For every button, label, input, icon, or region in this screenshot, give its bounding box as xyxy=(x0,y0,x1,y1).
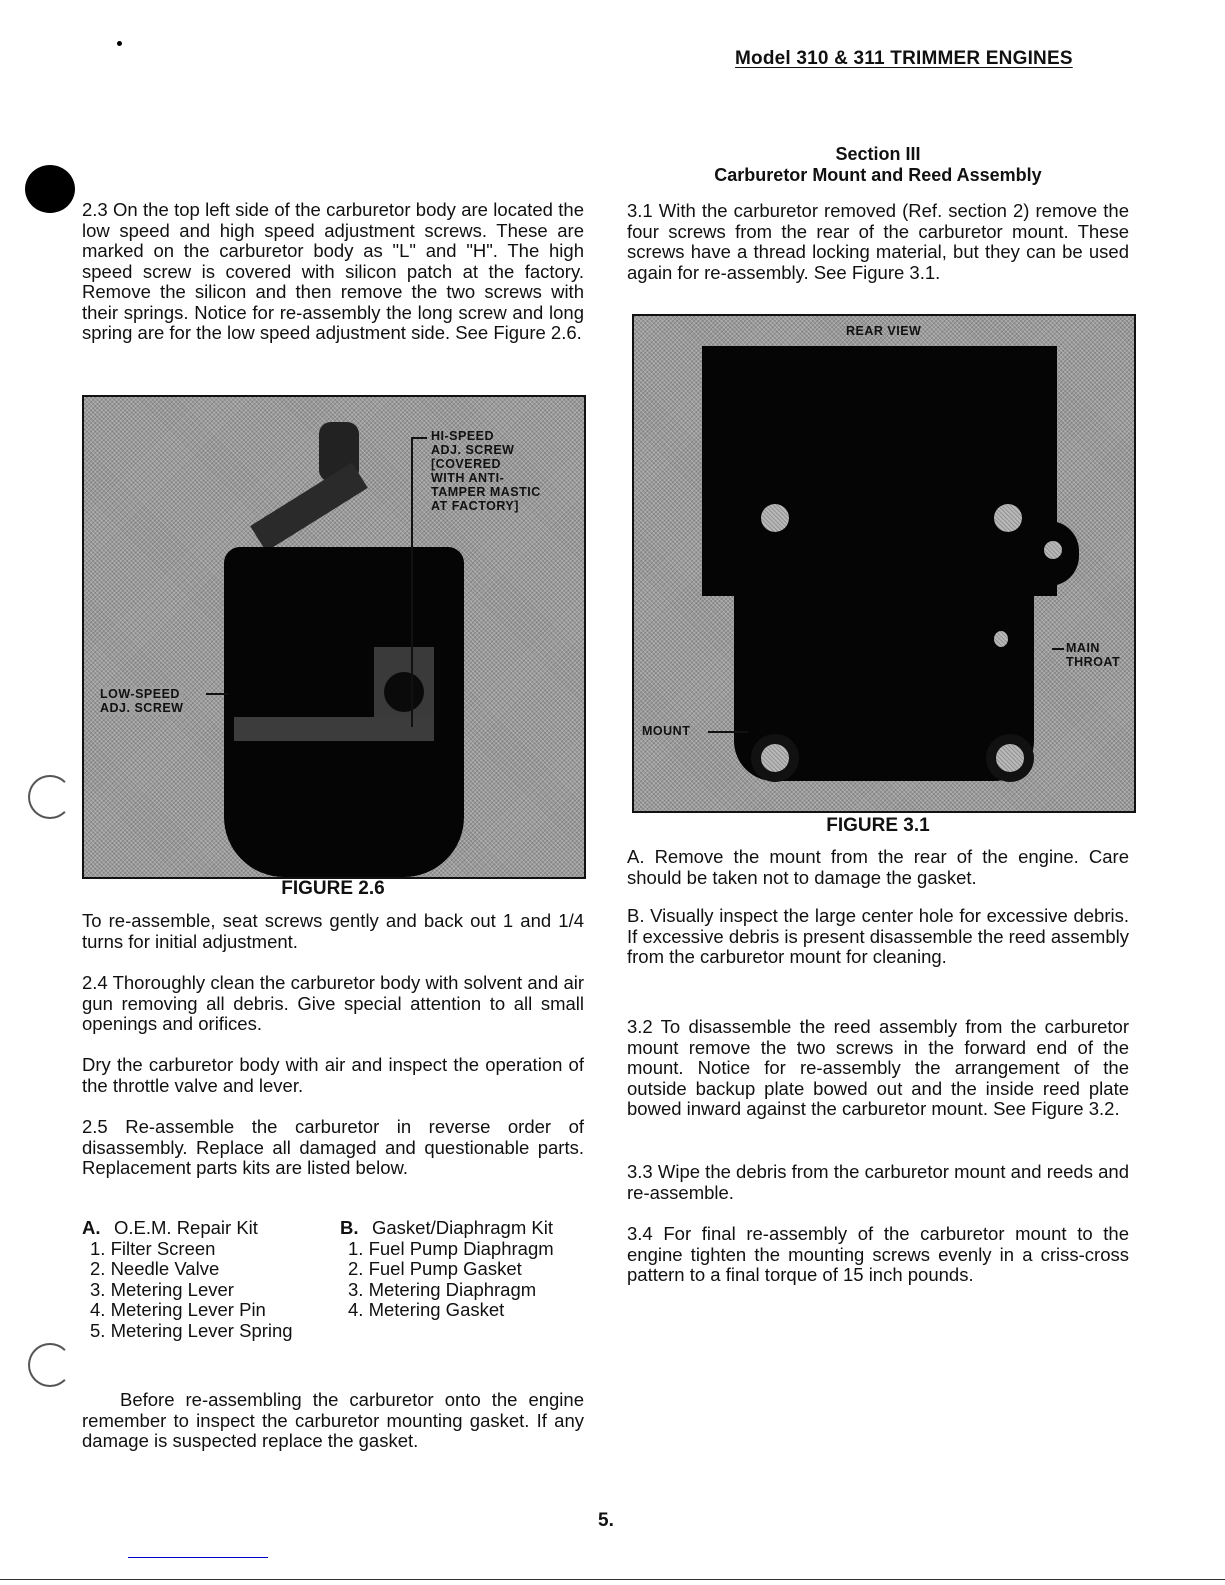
figure-3-1-caption: FIGURE 3.1 xyxy=(826,815,930,836)
section-title: Carburetor Mount and Reed Assembly xyxy=(714,165,1042,185)
kit-b-letter: B. xyxy=(340,1217,359,1238)
figure-3-1-photo xyxy=(632,314,1136,813)
scan-speck xyxy=(117,41,122,46)
kit-b-title: Gasket/Diaphragm Kit xyxy=(372,1217,553,1238)
paragraph-3-2: 3.2 To disassemble the reed assembly from the carburetor mount remove the two screws in the forward end of the mount. Notice for re-assembly the arrangement of the outside backup plate bowed out and the inside reed plate bowed inward against the carburetor mount. See Figure 3.2. xyxy=(627,1016,1129,1119)
paragraph-before-reassembling: Before re-assembling the carburetor onto the engine remember to inspect the carburetor mounting gasket. If any damage is suspected replace the gasket. xyxy=(82,1389,584,1451)
mount-label: MOUNT xyxy=(642,724,691,738)
paragraph-2-3: 2.3 On the top left side of the carburetor body are located the low speed and high speed adjustment screws. These are marked on the carburetor body as "L" and "H". The high speed screw is covered with silicon patch at the factory. Remove the silicon and then remove the two screws with their springs. Notice for re-assembly the long screw and long spring are for the low speed adjustment side. See Figure 2.6. xyxy=(82,199,584,343)
binder-hole-outline-icon xyxy=(28,775,72,819)
kit-a-title: O.E.M. Repair Kit xyxy=(114,1217,258,1238)
paragraph-dry: Dry the carburetor body with air and inspect the operation of the throttle valve and lever. xyxy=(82,1054,584,1096)
binder-hole-outline-icon xyxy=(28,1343,72,1387)
hi-speed-label-line: WITH ANTI- xyxy=(431,471,505,485)
paragraph-3-3: 3.3 Wipe the debris from the carburetor mount and reeds and re-assemble. xyxy=(627,1161,1129,1203)
main-throat-label xyxy=(1066,641,1120,669)
scan-bottom-edge xyxy=(0,1579,1225,1580)
paragraph-2-4: 2.4 Thoroughly clean the carburetor body with solvent and air gun removing all debris. Give special attention to all small openings and orifices. xyxy=(82,972,584,1034)
figure-2-6-photo xyxy=(82,395,586,879)
hi-speed-label-line: HI-SPEED xyxy=(431,429,495,443)
paragraph-3-1-a: A. Remove the mount from the rear of the engine. Care should be taken not to damage the gasket. xyxy=(627,846,1129,888)
mount-screw-hole xyxy=(996,744,1024,772)
throttle-lever-shape xyxy=(250,462,368,551)
hi-speed-leader-line xyxy=(411,437,413,727)
kit-item: 2. Fuel Pump Gasket xyxy=(348,1258,522,1279)
hi-speed-label-line: [COVERED xyxy=(431,457,501,471)
carburetor-ridge-shape xyxy=(234,717,434,741)
paragraph-3-4: 3.4 For final re-assembly of the carburetor mount to the engine tighten the mounting screws evenly in a criss-cross pattern to a final torque of 15 inch pounds. xyxy=(627,1223,1129,1285)
kit-a-letter: A. xyxy=(82,1217,101,1238)
kit-item: 1. Filter Screen xyxy=(90,1237,216,1259)
carburetor-screw-shape xyxy=(384,672,424,712)
main-throat-label-line: THROAT xyxy=(1066,655,1121,669)
mount-screw-hole xyxy=(994,631,1008,647)
mount-plate-upper-shape xyxy=(702,346,1057,596)
low-speed-label-line: LOW-SPEED xyxy=(100,687,180,701)
kit-item: 1. Fuel Pump Diaphragm xyxy=(348,1237,554,1259)
kit-item: 4. Metering Gasket xyxy=(348,1299,505,1320)
section-number: Section III xyxy=(835,144,921,164)
low-speed-label xyxy=(100,687,183,715)
low-speed-leader-line xyxy=(206,693,228,695)
kit-list-a xyxy=(82,1218,322,1341)
scan-underline-artifact xyxy=(128,1557,268,1558)
mount-screw-hole xyxy=(761,744,789,772)
kit-item: 3. Metering Lever xyxy=(90,1278,234,1300)
hi-speed-label-line: AT FACTORY] xyxy=(431,499,519,513)
main-throat-label-line: MAIN xyxy=(1066,641,1100,655)
kit-item: 2. Needle Valve xyxy=(90,1258,220,1279)
figure-2-6-caption: FIGURE 2.6 xyxy=(281,878,385,899)
kit-list-b xyxy=(340,1218,590,1321)
hi-speed-label xyxy=(431,429,541,513)
kit-a-heading xyxy=(82,1218,322,1239)
mount-screw-hole xyxy=(994,504,1022,532)
paragraph-2-5: 2.5 Re-assemble the carburetor in reverse order of disassembly. Replace all damaged and questionable parts. Replacement parts kits are listed below. xyxy=(82,1116,584,1178)
kit-item: 5. Metering Lever Spring xyxy=(90,1319,293,1341)
hi-speed-label-line: ADJ. SCREW xyxy=(431,443,515,457)
paragraph-3-1-b: B. Visually inspect the large center hole for excessive debris. If excessive debris is present disassemble the reed assembly from the carburetor mount for cleaning. xyxy=(627,905,1129,967)
paragraph-reassemble: To re-assemble, seat screws gently and back out 1 and 1/4 turns for initial adjustment. xyxy=(82,910,584,952)
rear-view-label: REAR VIEW xyxy=(846,324,922,338)
low-speed-label-line: ADJ. SCREW xyxy=(100,701,184,715)
page-number: 5. xyxy=(598,1510,614,1531)
mount-screw-hole xyxy=(761,504,789,532)
kit-b-heading xyxy=(340,1218,590,1239)
mount-screw-hole xyxy=(1044,541,1062,559)
hi-speed-leader-tick xyxy=(411,437,427,439)
kit-item: 4. Metering Lever Pin xyxy=(90,1299,266,1320)
binder-hole-filled-icon xyxy=(25,165,75,213)
main-throat-leader-line xyxy=(1052,648,1064,650)
kit-item: 3. Metering Diaphragm xyxy=(348,1278,537,1300)
hi-speed-label-line: TAMPER MASTIC xyxy=(431,485,541,499)
mount-leader-line xyxy=(708,731,748,733)
document-header-title: Model 310 & 311 TRIMMER ENGINES xyxy=(735,48,1073,69)
paragraph-3-1: 3.1 With the carburetor removed (Ref. section 2) remove the four screws from the rear of the carburetor mount. These screws have a thread locking material, but they can be used again for re-assembly. See Figure 3.1. xyxy=(627,200,1129,283)
